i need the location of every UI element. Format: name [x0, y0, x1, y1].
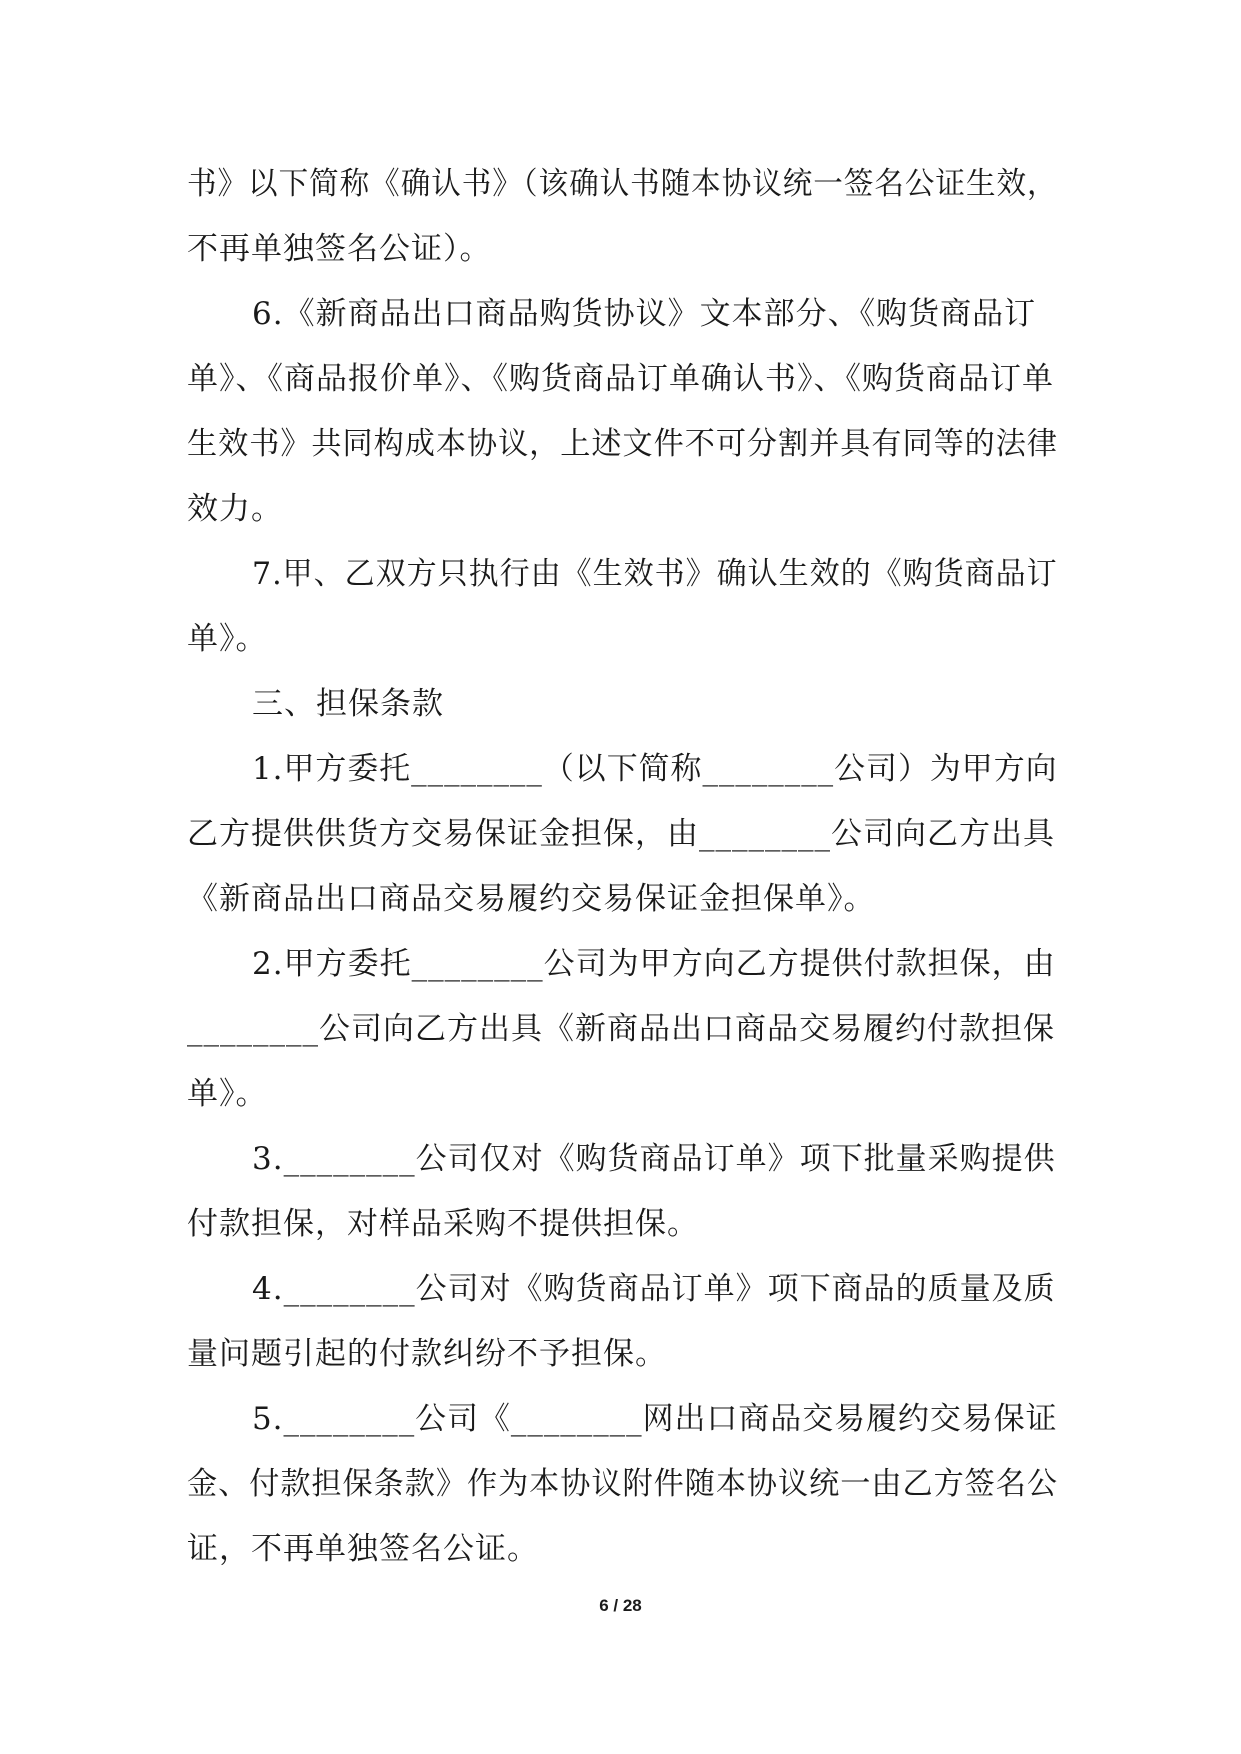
text-line-21-content: 金、付款担保条款》作为本协议附件随本协议统一由乙方签名公 [187, 1466, 1059, 1502]
section-heading: 三、担保条款 [252, 686, 444, 722]
text-line-2 [0, 227, 1241, 271]
text-line-11 [0, 812, 1241, 856]
text-line-22-content: 证，不再单独签名公证。 [187, 1531, 539, 1567]
text-line-18-content: 4.________公司对《购货商品订单》项下商品的质量及质 [252, 1271, 1056, 1307]
text-line-20-content: 5.________公司《________网出口商品交易履约交易保证 [252, 1401, 1058, 1437]
text-line-14 [0, 1007, 1241, 1051]
text-line-11-content: 乙方提供供货方交易保证金担保，由________公司向乙方出具 [187, 816, 1055, 852]
text-line-19-content: 量问题引起的付款纠纷不予担保。 [187, 1336, 667, 1372]
text-line-7 [0, 552, 1241, 596]
text-line-10 [0, 747, 1241, 791]
text-line-1 [0, 162, 1241, 206]
text-line-21 [0, 1462, 1241, 1506]
text-line-20 [0, 1397, 1241, 1441]
page-number: 6 / 28 [599, 1596, 642, 1615]
text-line-17 [0, 1202, 1241, 1246]
text-line-13-content: 2.甲方委托________公司为甲方向乙方提供付款担保，由 [252, 946, 1056, 982]
text-line-7-content: 7.甲、乙双方只执行由《生效书》确认生效的《购货商品订 [252, 556, 1058, 592]
text-line-18 [0, 1267, 1241, 1311]
text-line-16-content: 3.________公司仅对《购货商品订单》项下批量采购提供 [252, 1141, 1056, 1177]
text-line-16 [0, 1137, 1241, 1181]
text-line-2-content: 不再单独签名公证）。 [187, 231, 492, 267]
text-line-22 [0, 1527, 1241, 1571]
text-line-12 [0, 877, 1241, 921]
text-line-17-content: 付款担保，对样品采购不提供担保。 [187, 1206, 699, 1242]
text-line-19 [0, 1332, 1241, 1376]
text-line-8 [0, 617, 1241, 661]
text-line-13 [0, 942, 1241, 986]
text-line-9 [0, 682, 1241, 726]
text-line-6-content: 效力。 [187, 491, 283, 527]
text-line-3 [0, 292, 1241, 336]
text-line-3-content: 6.《新商品出口商品购货协议》文本部分、《购货商品订 [252, 296, 1037, 332]
text-line-5 [0, 422, 1241, 466]
text-line-4-content: 单》、《商品报价单》、《购货商品订单确认书》、《购货商品订单 [187, 361, 1054, 397]
text-line-12-content: 《新商品出口商品交易履约交易保证金担保单》。 [187, 881, 876, 917]
text-line-1-content: 书》以下简称《确认书》（该确认书随本协议统一签名公证生效， [187, 166, 1058, 202]
text-line-4 [0, 357, 1241, 401]
text-line-8-content: 单》。 [187, 621, 268, 657]
text-line-5-content: 生效书》共同构成本协议，上述文件不可分割并具有同等的法律 [187, 426, 1059, 462]
text-line-15 [0, 1072, 1241, 1116]
text-line-10-content: 1.甲方委托________（以下简称________公司）为甲方向 [252, 751, 1058, 787]
text-line-14-content: ________公司向乙方出具《新商品出口商品交易履约付款担保 [187, 1011, 1055, 1047]
text-line-15-content: 单》。 [187, 1076, 268, 1112]
text-line-6 [0, 487, 1241, 531]
